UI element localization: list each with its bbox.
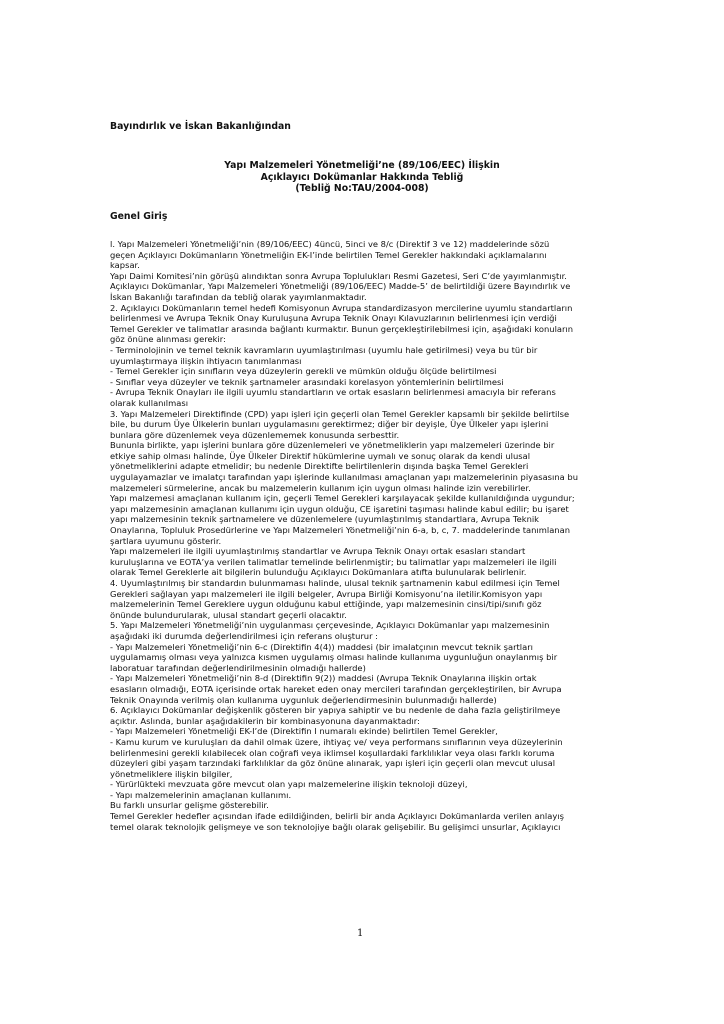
body-line: malzemelerinin Temel Gereklere uygun olduğunu kabul ettiğinde, yapı malzemesinin cinsi/tipi/sınıfı göz — [110, 599, 542, 610]
body-line: - Terminolojinin ve temel teknik kavramların uyumlaştırılması (uyumlu hale getirilmesi) veya bu tür bir — [110, 344, 538, 355]
body-line: yönetmeliklerini adapte etmelidir; bu nedenle Direktifte belirtilenlerin dışında başka Temel Gerekleri — [110, 461, 529, 472]
body-line: uyumlaştırmaya ilişkin ihtiyacın tanımlanması — [110, 355, 302, 366]
body-line: Onaylarına, Topluluk Prosedürlerine ve Yapı Malzemeleri Yönetmeliği’nin 6-a, b, c, 7. maddelerinde tanımlanan — [110, 525, 570, 536]
body-line: kapsar. — [110, 260, 140, 271]
body-line: esasların olmadığı, EOTA içerisinde ortak hareket eden onay mercileri tarafından gerçekleştirilen, bir Avrupa — [110, 683, 562, 694]
body-line: malzemeleri sürmelerine, ancak bu malzemelerin kullanım için uygun olması halinde izin verebilirler. — [110, 482, 531, 493]
body-line: temel olarak teknolojik gelişmeye ve son teknolojiye bağlı olarak gelişebilir. Bu gelişimci unsurlar, Açıklayıcı — [110, 821, 561, 832]
body-line: Bu farklı unsurlar gelişme gösterebilir. — [110, 800, 269, 811]
body-line: - Yapı malzemelerinin amaçlanan kullanımı. — [110, 789, 292, 800]
body-line: bunlara göre düzenlemek veya düzenlememek konusunda serbesttir. — [110, 429, 400, 440]
section-heading: Genel Giriş — [110, 211, 168, 222]
body-line: laboratuar tarafından değerlendirilmesinin olmadığı hallerde) — [110, 662, 366, 673]
body-line: aşağıdaki iki durumda değerlendirilmesi için referans oluşturur : — [110, 630, 378, 641]
body-line: Yapı malzemeleri ile ilgili uyumlaştırılmış standartlar ve Avrupa Teknik Onayı ortak esasları standart — [110, 546, 526, 557]
body-line: - Yapı Malzemeleri Yönetmeliği’nin 6-c (Direktifin 4(4)) maddesi (bir imalatçının mevcut teknik şartları — [110, 641, 533, 652]
body-line: şartlara uyumunu gösterir. — [110, 535, 222, 546]
body-line: Temel Gerekler ve talimatlar arasında bağlantı kurmaktır. Bunun gerçekleştirilebilmesi için, aşağıdaki konuların — [110, 323, 574, 334]
body-line: 6. Açıklayıcı Dokümanlar değişkenlik gösteren bir yapıya sahiptir ve bu nedenle de daha fazla geliştirilmeye — [110, 705, 561, 716]
body-line: - Avrupa Teknik Onayları ile ilgili uyumlu standartların ve ortak esasların belirlenmesi amacıyla bir referans — [110, 387, 556, 398]
body-line: belirlenmesini gerekli kılabilecek olan coğrafi veya iklimsel koşullardaki farklılıklar veya olası farklı koruma — [110, 747, 555, 758]
body-line: - Yapı Malzemeleri Yönetmeliği’nin 8-d (Direktifin 9(2)) maddesi (Avrupa Teknik Onaylarına ilişkin ortak — [110, 673, 537, 684]
body-line: - Yürürlükteki mevzuata göre mevcut olan yapı malzemelerine ilişkin teknoloji düzeyi, — [110, 779, 468, 790]
body-line: bile, bu durum Üye Ülkelerin bunları uygulamasını gerektirmez; diğer bir deyişle, Üye Ülkeler yapı işlerini — [110, 419, 549, 430]
body-line: yapı malzemesinin teknik şartnamelere ve düzenlemelere (uyumlaştırılmış standartlara, Avrupa Teknik — [110, 514, 540, 525]
body-line: l. Yapı Malzemeleri Yönetmeliği’nin (89/106/EEC) 4üncü, 5inci ve 8/c (Direktif 3 ve 12) maddelerinde sözü — [110, 239, 550, 249]
body-line: geçen Açıklayıcı Dokümanların Yönetmeliğin EK-I’inde belirtilen Temel Gerekler hakkındaki açıklamalarını — [110, 249, 547, 260]
body-line: kuruluşlarına ve EOTA’ya verilen talimatlar temelinde belirlenmiştir; bu talimatlar yapı malzemeleri ile ilgili — [110, 556, 557, 567]
body-line: 4. Uyumlaştırılmış bir standardın bulunmaması halinde, ulusal teknik şartnamenin kabul edilmesi için Temel — [110, 578, 560, 588]
body-line: 2. Açıklayıcı Dokümanların temel hedefi Komisyonun Avrupa standardizasyon mercilerine uyumlu standartların — [110, 302, 573, 313]
body-line: uygulamamış olması veya yalnızca kısmen uygulamış olması halinde kullanıma uygunluğun onaylanmış bir — [110, 652, 558, 663]
body-line: yapı malzemesinin amaçlanan kullanımı için uygun olduğu, CE işaretini taşıması halinde kabul edilir; bu işaret — [110, 503, 569, 514]
body-line: önünde bulundurularak, ulusal standart geçerli olacaktır. — [110, 609, 347, 620]
body-text — [110, 239, 622, 832]
title-line: (Tebliğ No:TAU/2004-008) — [295, 183, 429, 194]
body-line: olarak Temel Gereklerle ait bilgilerin bulunduğu Açıklayıcı Dokümanlara atıfta bulunularak belirlenir. — [110, 567, 527, 578]
body-line: - Yapı Malzemeleri Yönetmeliği EK-I’de (Direktifin I numaralı ekinde) belirtilen Temel Gerekler, — [110, 726, 498, 737]
body-line: yönetmeliklere ilişkin bilgiler, — [110, 768, 233, 779]
body-line: - Temel Gerekler için sınıfların veya düzeylerin gerekli ve mümkün olduğu ölçüde belirtilmesi — [110, 366, 497, 377]
title-line: Yapı Malzemeleri Yönetmeliği’ne (89/106/EEC) İlişkin — [224, 160, 500, 171]
body-line: 3. Yapı Malzemeleri Direktifinde (CPD) yapı işleri için geçerli olan Temel Gerekler kapsamlı bir şekilde belirtilse — [110, 408, 570, 419]
issuing-organization: Bayındırlık ve İskan Bakanlığından — [110, 121, 291, 132]
page-number: 1 — [357, 928, 364, 939]
body-line: açıktır. Aslında, bunlar aşağıdakilerin bir kombinasyonuna dayanmaktadır: — [110, 715, 420, 726]
body-line: Bununla birlikte, yapı işlerini bunlara göre düzenlemeleri ve yönetmeliklerin yapı malzemeleri üzerinde bir — [110, 440, 555, 451]
body-line: İskan Bakanlığı tarafından da tebliğ olarak yayımlanmaktadır. — [110, 291, 367, 302]
body-line: belirlenmesi ve Avrupa Teknik Onay Kuruluşuna Avrupa Teknik Onayı Kılavuzlarının belirlenmesi için verdiği — [110, 313, 557, 324]
body-line: - Kamu kurum ve kuruluşları da dahil olmak üzere, ihtiyaç ve/ veya performans sınıflarının veya düzeylerinin — [110, 736, 563, 747]
body-line: 5. Yapı Malzemeleri Yönetmeliği’nin uygulanması çerçevesinde, Açıklayıcı Dokümanlar yapı malzemesinin — [110, 620, 550, 631]
body-line: etkiye sahip olması halinde, Üye Ülkeler Direktif hükümlerine uymalı ve sonuç olarak da kendi ulusal — [110, 450, 531, 461]
body-line: - Sınıflar veya düzeyler ve teknik şartnameler arasındaki korelasyon yöntemlerinin belirtilmesi — [110, 376, 504, 387]
body-line: Açıklayıcı Dokümanlar, Yapı Malzemeleri Yönetmeliği (89/106/EEC) Madde-5’ de belirtildiği üzere Bayındırlık ve — [110, 281, 571, 292]
body-line: düzeyleri gibi yaşam tarzındaki farklılıklar da göz önüne alınarak, yapı işleri için geçerli olan mevcut ulusal — [110, 758, 556, 769]
document-title — [110, 160, 614, 195]
body-line: uygulayamazlar ve imalatçı tarafından yapı işlerinde kullanılması amaçlanan yapı malzemelerinin piyasasına bu — [110, 472, 578, 483]
body-line: göz önüne alınması gerekir: — [110, 334, 226, 345]
body-line: Gerekleri sağlayan yapı malzemeleri ile ilgili belgeler, Avrupa Birliği Komisyonu’na iletilir.Komisyon yapı — [110, 588, 543, 599]
body-line: Temel Gerekler hedefler açısından ifade edildiğinden, belirli bir anda Açıklayıcı Dokümanlarda verilen anlayış — [110, 811, 564, 822]
body-line: Yapı malzemesi amaçlanan kullanım için, geçerli Temel Gerekleri karşılayacak şekilde kullanıldığında uygundur; — [110, 493, 575, 504]
body-line: Teknik Onayında verilmiş olan kullanıma uygunluk değerlendirmesinin bulunmadığı hallerde) — [110, 694, 497, 705]
body-line: olarak kullanılması — [110, 397, 189, 408]
body-line: Yapı Daimi Komitesi’nin görüşü alındıktan sonra Avrupa Toplulukları Resmi Gazetesi, Seri C’de yayımlanmıştır. — [110, 270, 567, 281]
title-line: Açıklayıcı Dokümanlar Hakkında Tebliğ — [260, 171, 464, 183]
